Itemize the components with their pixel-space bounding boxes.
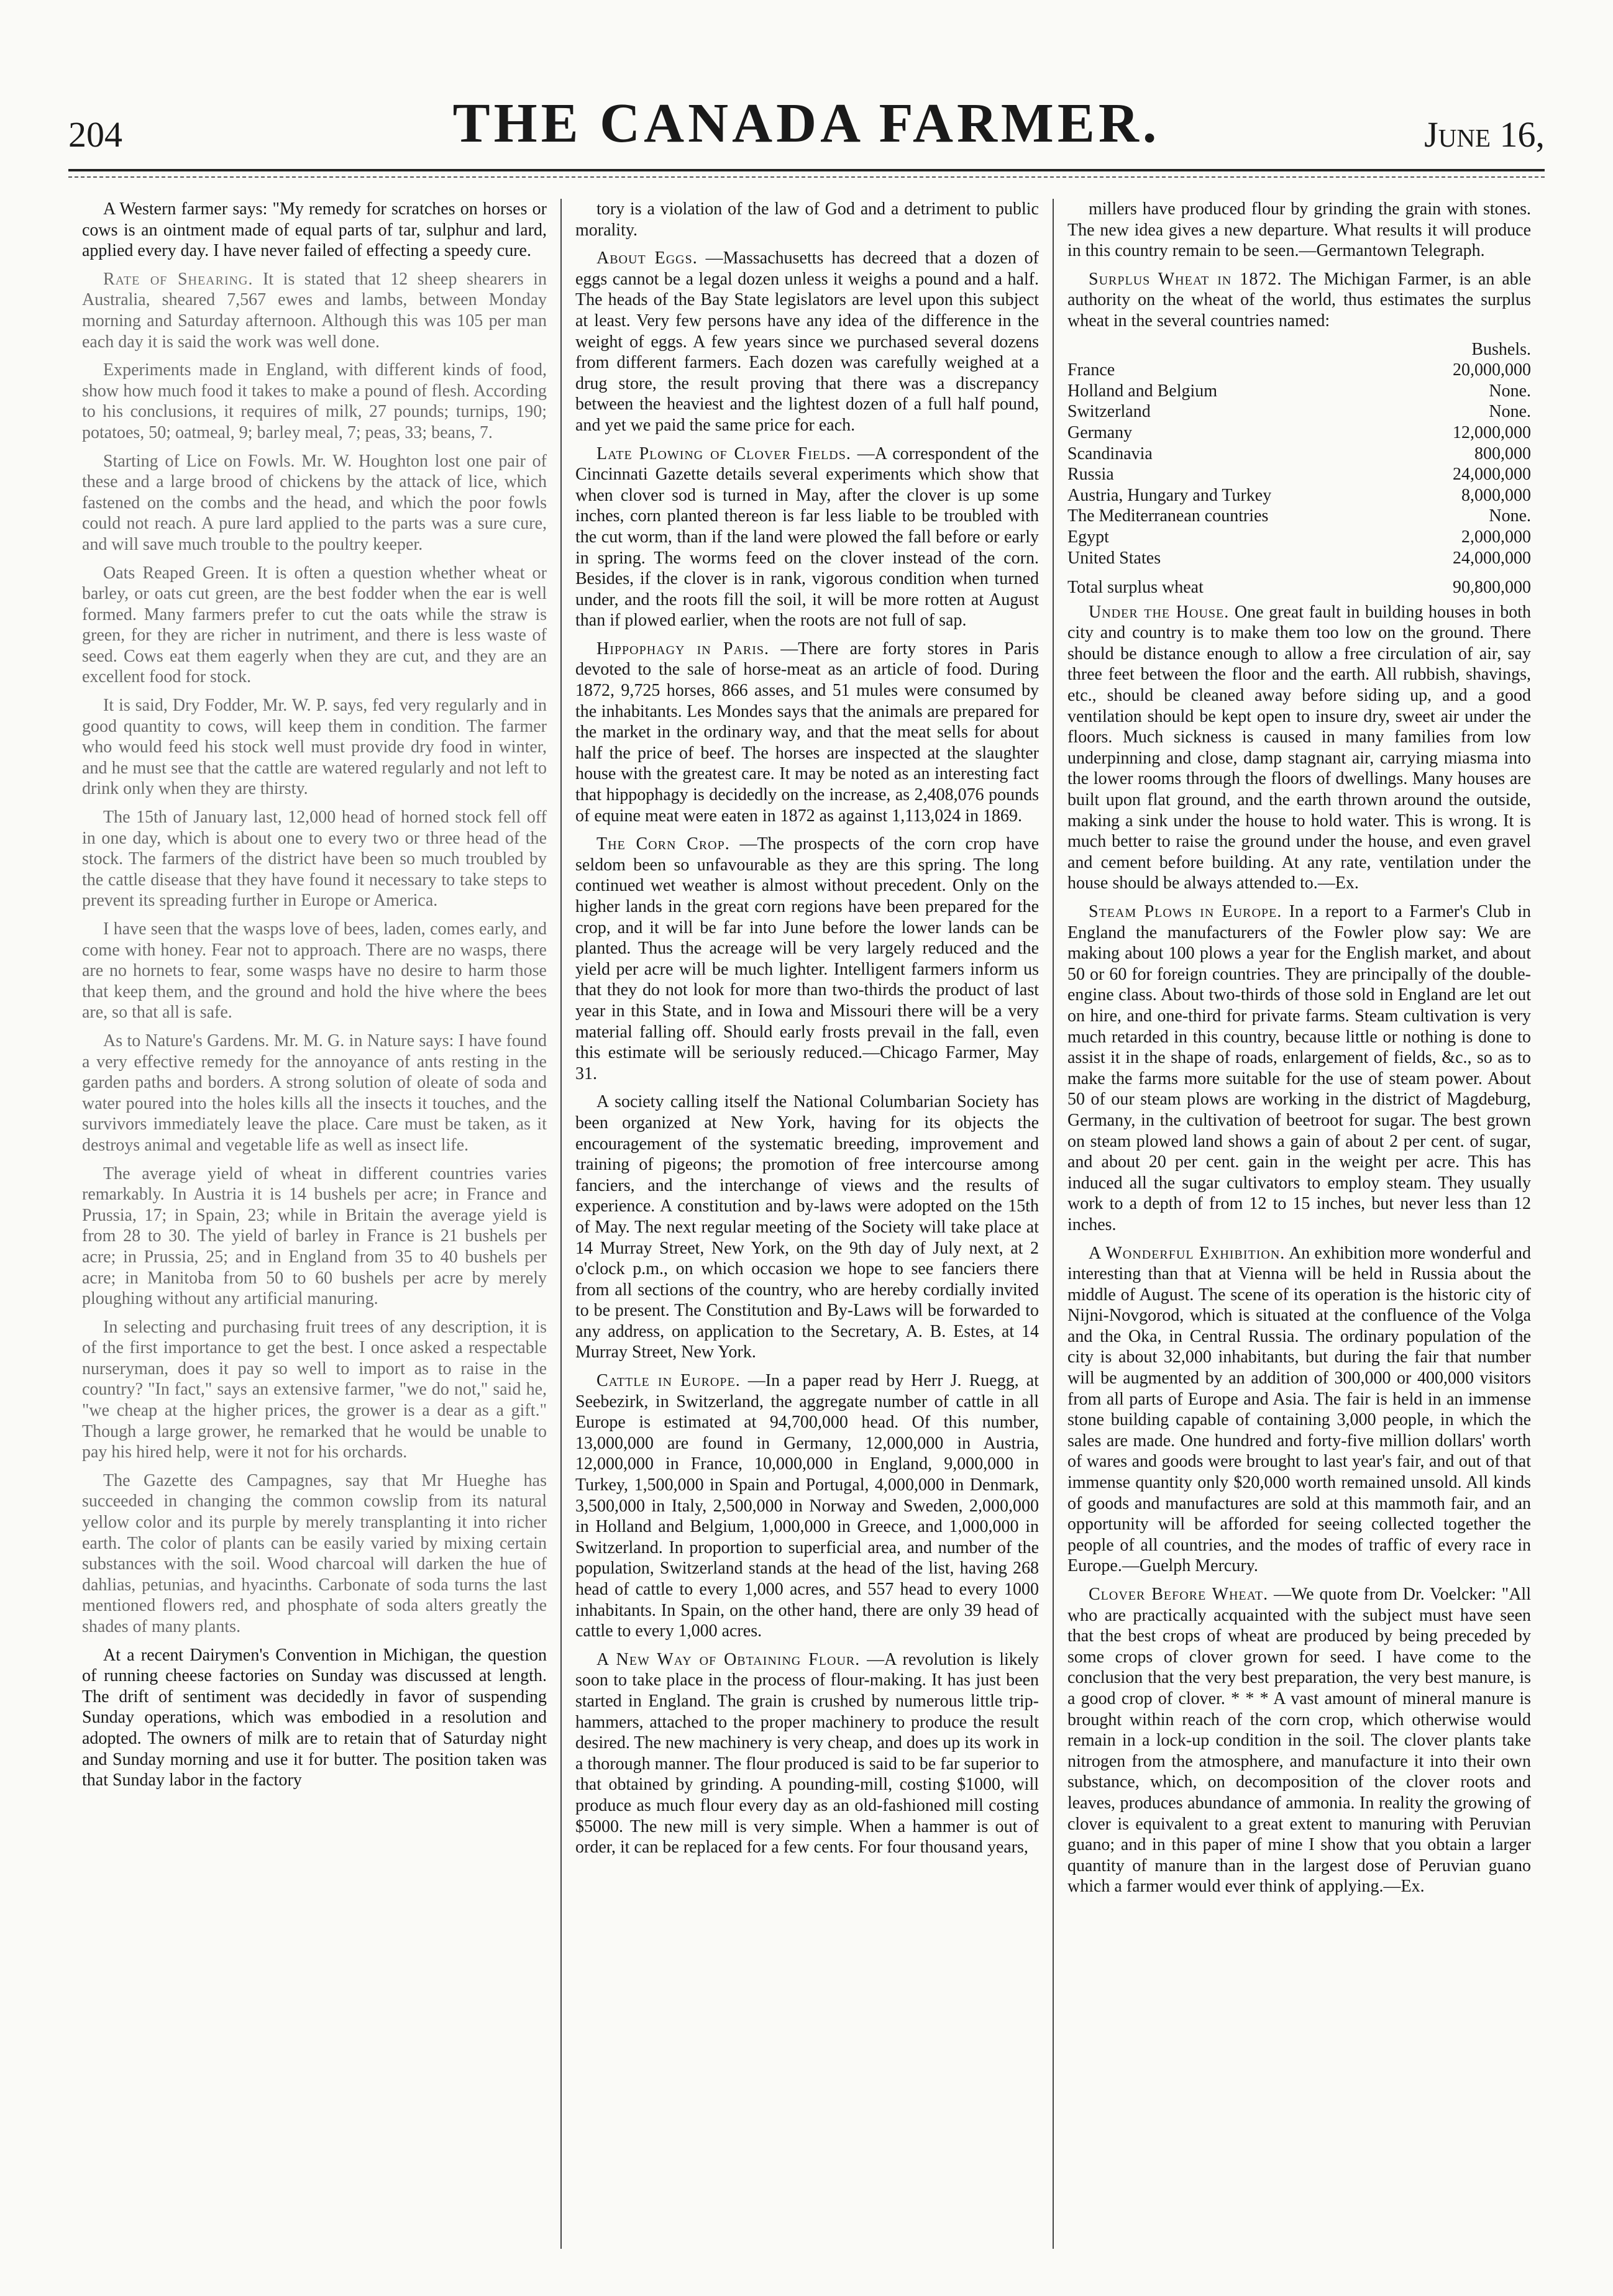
article-heading: Hippophagy in Paris. [596,639,770,658]
country-cell: France [1067,360,1115,380]
article [575,1649,1039,1858]
article [575,1370,1039,1642]
country-cell: The Mediterranean countries [1067,506,1269,526]
article [1067,199,1531,262]
columns [68,199,1545,2249]
bushels-cell: 20,000,000 [1453,360,1531,380]
article-text: A society calling itself the National Columbarian Society has been organized at New York, having for its objects the encouragement of the systematic breeding, improvement and training of pigeons; the promotion of free intercourse among fanciers, and the interchange of views and the results of experience. A constitution and by-laws were adopted on the 15th of May. The next regular meeting of the Society will take place at 14 Murray Street, New York, on the 9th day of July next, at 2 o'clock p.m., on which occasion we hope to see fanciers there from all sections of the country, who are hereby cordially invited to be present. The Constitution and By-Laws will be forwarded to any address, on application to the Secretary, A. B. Estes, at 14 Murray Street, New York. [575,1092,1039,1362]
total-value: 90,800,000 [1453,578,1531,598]
article-heading: Late Plowing of Clover Fields. [596,444,851,463]
country-cell: Scandinavia [1067,444,1153,463]
article-text: In selecting and purchasing fruit trees of any description, it is of the first importance to get the best. I once asked a respectable nurseryman, does it pay so well to import as to raise in the country? "In fact," says an extensive farmer, "we do not," said he, "we cheap at the higher prices, the grower is a dear as a gift." Though a large grower, he remarked that he would be unable to pay his hired help, were it not for his orchards. [82,1317,547,1462]
article [82,807,547,911]
article-text: I have seen that the wasps love of bees, laden, comes early, and come with honey. Fear not to approach. There are no wasps, there are no hornets to fear, some wasps have no desire to harm those that keep them, and the ground and hold the hive where the bees are, so that all is safe. [82,919,547,1023]
article-heading: The Corn Crop. [596,834,730,854]
article [575,639,1039,826]
article-text: An exhibition more wonderful and interesting than that at Vienna will be held in Russia about the middle of August. The scene of its operation is the historic city of Nijni-Novgorod, which is situated at the confluence of the Volga and the Oka, in Central Russia. The ordinary population of the city is about 32,000 inhabitants, but during the fair that number will be augmented by an addition of 300,000 or 400,000 visitors from all parts of Europe and Asia. The fair is held in an immense stone building capable of containing 3,000 people, in which the sales are made. One hundred and forty-five million dollars' worth of wares and goods were brought to last year's fair, and out of that immense quantity only $20,000 worth remained unsold. All kinds of goods and manufactures are sold at this mammoth fair, and an opportunity will be afforded for seeing collected together the people of all countries, and the modes of traffic of every race in Europe.—Guelph Mercury. [1067,1243,1531,1576]
table-row [1067,527,1531,548]
country-cell: Russia [1067,465,1114,485]
wheat-table-body [1067,360,1531,598]
article-text: —A correspondent of the Cincinnati Gazette details several experiments which show that when clover sod is turned in May, after the clover is up some inches, corn planted thereon is far less liable to be troubled with the cut worm, than if the land were plowed the fall before or early in spring. The worms feed on the clover instead of the corn. Besides, if the clover is in rank, vigorous condition when turned under, and the roots fill the soil, it will be more rotten at August than if plowed earlier, when the roots are not full of sap. [575,444,1039,631]
article-text: —In a paper read by Herr J. Ruegg, at Seebezirk, in Switzerland, the aggregate number of cattle in all Europe is estimated at 94,700,000 head. Of this number, 13,000,000 are found in Germany, 12,000,000 in Austria, 12,000,000 in France, 10,000,000 in England, 9,000,000 in Turkey, 1,500,000 in Spain and Portugal, 4,000,000 in Denmark, 3,500,000 in Italy, 2,500,000 in Norway and Sweden, 2,000,000 in Holland and Belgium, 1,000,000 in Greece, and 1,000,000 in Switzerland. In proportion to superficial area, and number of the population, Switzerland stands at the head of the list, having 268 head of cattle to every 1,000 acres, and 557 head to every 1000 inhabitants. In Spain, on the other hand, there are only 39 head of cattle to every 1,000 acres. [575,1371,1039,1641]
article-text: It is stated that 12 sheep shearers in Australia, sheared 7,567 ewes and lambs, between Monday morning and Saturday afternoon. Although this was 105 per man each day it is said the work was well done. [82,269,547,352]
article-text: —We quote from Dr. Voelcker: "All who are practically acquainted with the subject must have seen that the best crops of wheat are produced by being preceded by some crops of clover grown for seed. I have come to the conclusion that the very best preparation, the very best manure, is a good crop of clover. * * * A vast amount of mineral manure is brought within reach of the corn crop, which otherwise would remain in a lock-up condition in the soil. The clover plants take nitrogen from the atmosphere, and manufacture it into their own substance, which, on decomposition of the clover roots and leaves, produces abundance of ammonia. In reality the growing of clover is equivalent to a great extent to manuring with Peruvian guano; and in this paper of mine I show that you obtain a larger quantity of manure than in the largest dose of Peruvian guano which a farmer would ever think of applying.—Ex. [1067,1585,1531,1897]
table-row [1067,485,1531,506]
article [82,919,547,1023]
article [82,199,547,262]
article-text: A Western farmer says: "My remedy for scratches on horses or cows is an ointment made of equal parts of tar, sulphur and lard, applied every day. I have never failed of effecting a speedy cure. [82,199,547,261]
article-heading: Steam Plows in Europe. [1089,902,1282,921]
bushels-cell: None. [1489,402,1531,422]
article-text: In a report to a Farmer's Club in England the manufacturers of the Fowler plow say: We are making about 100 plows a year for the English market, and about 50 or 60 for foreign countries. They are principally of the double-engine class. About two-thirds of those sold in England are let out on hire, and one-third for private farms. Steam cultivation is very much retarded in this country, because little or nothing is done to assist it in the shape of roads, enlargement of fields, &c., so as to make the farms more suitable for the use of steam power. About 50 of our steam plows are working in the district of Magdeburg, Germany, in the cultivation of beetroot for sugar. The best grown on steam plowed land shows a gain of about 2 per cent. of sugar, and about 20 per cent. gain in the weight per acre. This has induced all the sugar cultivators to employ steam. They usually work to a depth of from 12 to 15 inches, but never less than 12 inches. [1067,902,1531,1234]
article-heading: A New Way of Obtaining Flour. [596,1649,861,1669]
article [82,1164,547,1310]
bushels-cell: 800,000 [1474,444,1531,463]
bushels-cell: None. [1489,381,1531,401]
article-text: tory is a violation of the law of God and a detriment to public morality. [575,199,1039,240]
article [1067,901,1531,1236]
article [82,1317,547,1463]
article [82,451,547,555]
article [82,1645,547,1791]
column-3-top [1067,199,1531,332]
article [82,360,547,443]
column-3-bottom [1067,602,1531,1897]
article-heading: Clover Before Wheat. [1089,1585,1269,1604]
article-text: Experiments made in England, with different kinds of food, show how much food it takes to make a pound of flesh. According to his conclusions, it requires of milk, 27 pounds; turnips, 190; potatoes, 50; oatmeal, 9; barley meal, 7; peas, 33; beans, 7. [82,360,547,442]
wheat-table [1067,339,1531,598]
article-text: —A revolution is likely soon to take place in the process of flour-making. It has just been started in England. The grain is crushed by numerous little trip-hammers, attached to the proper machinery to produce the result desired. The new machinery is very cheap, and does up its work in a thorough manner. The flour produced is said to be far superior to that obtained by grinding. A pounding-mill, costing $1000, will produce as much flour every day as an old-fashioned mill costing $5000. The new mill is very simple. When a hammer is out of order, it can be replaced for a few cents. For four thousand years, [575,1649,1039,1857]
masthead-rule-dashed [68,176,1545,178]
wheat-table-unit: Bushels. [1471,339,1531,359]
masthead-rule [68,169,1545,171]
article-heading: Rate of Shearing. [103,269,254,289]
newspaper-title: THE CANADA FARMER. [452,93,1161,154]
bushels-cell: 24,000,000 [1453,465,1531,485]
bushels-cell: 2,000,000 [1461,527,1531,547]
article [575,834,1039,1084]
bushels-cell: 8,000,000 [1461,485,1531,505]
article-text: The Gazette des Campagnes, say that Mr Hueghe has succeeded in changing the common cowslip from its natural yellow color and its purple by merely transplanting it into richer earth. The color of plants can be easily varied by mixing certain substances with the soil. Wood charcoal will darken the hue of dahlias, petunias, and hyacinths. Carbonate of soda turns the last mentioned flowers red, and phosphate of soda alters greatly the shades of many plants. [82,1470,547,1636]
country-cell: Egypt [1067,527,1109,547]
article [82,269,547,352]
table-total-row [1067,568,1531,598]
article [575,444,1039,631]
article [1067,1243,1531,1577]
article-text: At a recent Dairymen's Convention in Michigan, the question of running cheese factories on Sunday was discussed at length. The drift of sentiment was decidedly in favor of suspending Sunday operations, which was embodied in a resolution and adopted. The owners of milk are to retain that of Saturday night and Sunday morning and use it for butter. The position taken was that Sunday labor in the factory [82,1645,547,1790]
table-row [1067,381,1531,402]
page-number: 204 [68,114,122,155]
article [82,695,547,800]
bushels-cell: 12,000,000 [1453,422,1531,442]
article [82,1031,547,1156]
article [1067,602,1531,894]
table-row [1067,464,1531,485]
article [575,248,1039,435]
article-text: millers have produced flour by grinding the grain with stones. The new idea gives a new departure. What results it will produce in this country remain to be seen.—Germantown Telegraph. [1067,199,1531,261]
country-cell: Austria, Hungary and Turkey [1067,485,1272,505]
masthead [68,81,1545,155]
column-3 [1053,199,1545,2249]
article [82,1470,547,1638]
article-text: —The prospects of the corn crop have seldom been so unfavourable as they are this spring. The long continued wet weather is almost without precedent. Only on the higher lands in the great corn regions have been prepared for the crop, and it will be far into June before the lower lands can be planted. Thus the acreage will be very largely reduced and the yield per acre will be much lighter. Intelligent farmers inform us that they do not look for more than two-thirds the product of last year in this State, and in Iowa and Missouri there will be a very material falling off. Should early frosts prevail in the fall, even this estimate will be seriously reduced.—Chicago Farmer, May 31. [575,834,1040,1083]
bushels-cell: 24,000,000 [1453,548,1531,568]
article-text: The average yield of wheat in different countries varies remarkably. In Austria it is 14 bushels per acre; in France and Prussia, 17; in Spain, 23; while in Britain the average yield is from 28 to 30. The yield of barley in France is 21 bushels per acre; in Prussia, 25; and in England from 35 to 40 bushels per acre; in Manitoba from 50 to 60 bushels per acre by merely ploughing without any artificial manuring. [82,1164,547,1309]
table-row [1067,401,1531,422]
article [1067,269,1531,332]
article-heading: About Eggs. [596,248,698,268]
table-row [1067,422,1531,444]
article-text: Oats Reaped Green. It is often a question whether wheat or barley, or oats cut green, are the best fodder when the ear is well formed. Many farmers prefer to cut the oats while the straw is green, for they are richer in nutriment, and there is less waste of seed. Cows eat them eagerly when they are cut, and they are an excellent food for stock. [82,563,547,687]
article-heading: A Wonderful Exhibition. [1089,1243,1286,1263]
article [82,563,547,688]
country-cell: United States [1067,548,1161,568]
article-text: As to Nature's Gardens. Mr. M. G. in Nature says: I have found a very effective remedy for the annoyance of ants resting in the garden paths and borders. A strong solution of oleate of soda and water poured into the holes kills all the insects it touches, and the survivors immediately leave the place. Care must be taken, as it destroys animal and vegetable life as well as insect life. [82,1031,547,1155]
article-heading: Surplus Wheat in 1872. [1089,269,1282,289]
article-text: The Michigan Farmer, is an able authority on the wheat of the world, thus estimates the surplus wheat in the several countries named: [1067,269,1532,330]
article [575,199,1039,240]
article-text: The 15th of January last, 12,000 head of horned stock fell off in one day, which is about one to every two or three head of the stock. The farmers of the district have been so much troubled by the cattle disease that they have found it necessary to take steps to prevent its spreading further in Europe or America. [82,808,547,911]
total-label: Total surplus wheat [1067,578,1204,598]
article [575,1091,1039,1363]
article-heading: Cattle in Europe. [596,1371,741,1391]
article-heading: Under the House. [1089,602,1230,622]
article-text: It is said, Dry Fodder, Mr. W. P. says, fed very regularly and in good quantity to cows, will keep them in condition. The farmer who would feed his stock well must provide dry food in winter, and he must see that the cattle are watered regularly and not left to drink only when they are thirsty. [82,696,547,799]
table-row [1067,506,1531,527]
article-text: —There are forty stores in Paris devoted to the sale of horse-meat as an article of food. During 1872, 9,725 horses, 866 asses, and 51 mules were consumed by the inhabitants. Les Mondes says that the animals are prepared for the market in the ordinary way, and that the meat sells for about half the price of beef. The horses are inspected at the slaughter house with the greatest care. It may be noted as an interesting fact that hippophagy is decidedly on the increase, as 2,408,076 pounds of equine meat were eaten in 1872 as against 1,113,024 in 1869. [575,639,1039,826]
table-row [1067,444,1531,465]
article-text: One great fault in building houses in both city and country is to make them too low on the ground. There should be distance enough to allow a free circulation of air, say three feet between the floor and the earth. All rubbish, shavings, etc., should be cleaned away before siding up, and a good ventilation should be kept open to insure dry, sweet air under the floors. Much sickness is caused in many families from low underpinning and close, damp stagnant air, carrying miasma into the lower rooms through the floors of dwellings. Many houses are built upon flat ground, and the earth thrown around the outside, making a sink under the house to hold water. This is wrong. It is much better to raise the ground under the house, and even gravel and cement before building. At any rate, ventilation under the house should be always attended to.—Ex. [1067,602,1531,893]
country-cell: Germany [1067,422,1133,442]
issue-date: June 16, [1424,114,1545,155]
table-row [1067,360,1531,381]
column-1 [68,199,560,2249]
country-cell: Holland and Belgium [1067,381,1218,401]
table-row [1067,548,1531,569]
column-2 [560,199,1053,2249]
bushels-cell: None. [1489,506,1531,526]
country-cell: Switzerland [1067,402,1151,422]
article-text: —Massachusetts has decreed that a dozen of eggs cannot be a legal dozen unless it weighs a pound and a half. The heads of the Bay State legislators are level upon this subject at least. Very few persons have any idea of the difference in the weight of eggs. A few years since we purchased several dozens from different farmers. Each dozen was carefully weighed at a drug store, the result proving that there was a discrepancy between the heaviest and the lightest dozen of a full half pound, and yet we paid the same price for each. [575,248,1039,435]
article-text: Starting of Lice on Fowls. Mr. W. Houghton lost one pair of these and a large brood of chickens by the attack of lice, which fastened on the combs and the head, and which the poor fowls could not reach. A pure lard applied to the parts was a sure cure, and will save much trouble to the poultry keeper. [82,451,547,554]
article [1067,1584,1531,1897]
